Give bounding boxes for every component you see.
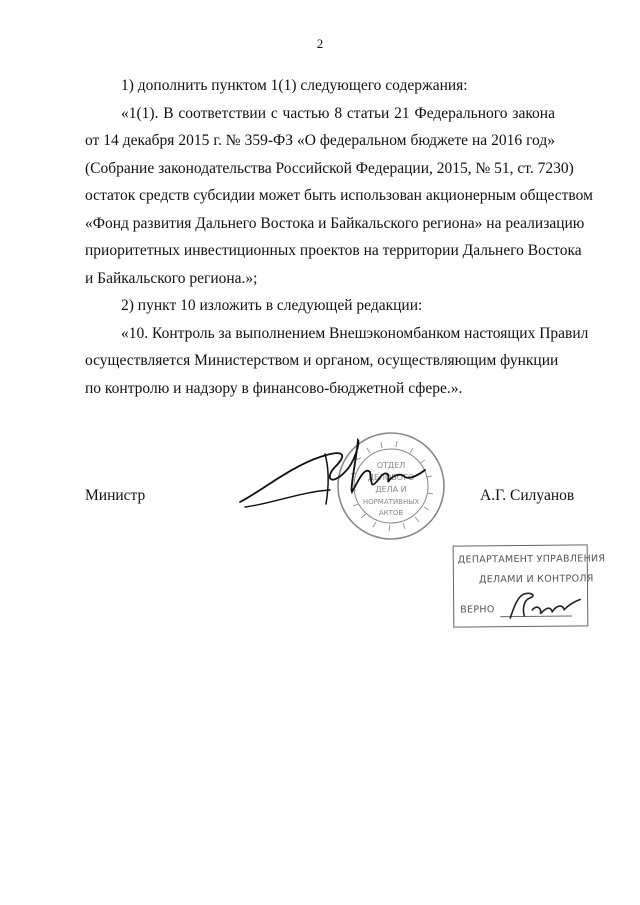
text-line-12: по контролю и надзору в финансово-бюджетной сфере.». xyxy=(85,380,463,397)
stamp-verno: ВЕРНО xyxy=(460,604,495,616)
certification-stamp xyxy=(453,544,606,627)
text-line-1: 1) дополнить пунктом 1(1) следующего содержания: xyxy=(121,77,468,94)
minister-signature xyxy=(230,432,430,512)
stamp-department: ДЕПАРТАМЕНТ УПРАВЛЕНИЯ xyxy=(457,553,606,566)
text-line-8: и Байкальского региона.»; xyxy=(85,270,258,287)
text-line-4: (Собрание законодательства Российской Федерации, 2015, № 51, ст. 7230) xyxy=(85,160,574,177)
text-line-5: остаток средств субсидии может быть использован акционерным обществом xyxy=(85,187,593,204)
stamp-division: ДЕЛАМИ И КОНТРОЛЯ xyxy=(478,573,594,586)
stamp-line-2: ДЕЛОВОГО xyxy=(367,473,415,482)
text-line-9: 2) пункт 10 изложить в следующей редакции: xyxy=(121,297,423,314)
page-number: 2 xyxy=(316,36,324,51)
text-line-11: осуществляется Министерством и органом, осуществляющим функции xyxy=(85,352,559,369)
stamp-line-3: ДЕЛА И xyxy=(375,485,407,494)
text-line-7: приоритетных инвестиционных проектов на территории Дальнего Востока xyxy=(85,242,582,259)
text-line-10: «10. Контроль за выполнением Внешэкономбанком настоящих Правил xyxy=(121,325,589,342)
minister-title: Министр xyxy=(85,487,146,504)
stamp-line-5: АКТОВ xyxy=(378,509,404,517)
text-line-2: «1(1). В соответствии с частью 8 статьи 21 Федерального закона xyxy=(121,105,555,122)
minister-name: А.Г. Силуанов xyxy=(480,487,575,504)
text-line-6: «Фонд развития Дальнего Востока и Байкальского региона» на реализацию xyxy=(85,215,585,232)
verifier-signature xyxy=(502,587,582,622)
text-line-3: от 14 декабря 2015 г. № 359-ФЗ «О федеральном бюджете на 2016 год» xyxy=(85,132,555,149)
stamp-line-4: НОРМАТИВНЫХ xyxy=(362,498,420,506)
stamp-line-1: ОТДЕЛ xyxy=(376,461,406,470)
